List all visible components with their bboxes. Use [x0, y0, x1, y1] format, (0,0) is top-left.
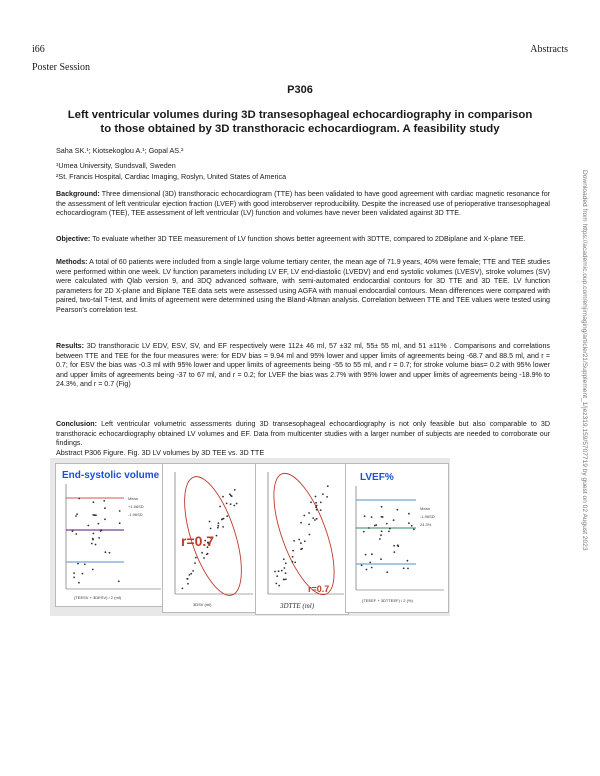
edv-point	[285, 572, 287, 574]
esv-x-label: (TEESV + 3DESV) / 2 (ml)	[74, 595, 122, 600]
sv-point	[218, 522, 220, 524]
lvef-point	[397, 544, 399, 546]
edv-point	[310, 501, 312, 503]
lvef-point	[407, 560, 409, 562]
figure-panel-esv	[55, 463, 167, 607]
affiliation-2: ²St. Francis Hospital, Cardiac Imaging, Roslyn, United States of America	[56, 172, 287, 181]
page-number: i66	[32, 44, 45, 55]
objective-paragraph	[56, 235, 550, 245]
sv-point	[226, 503, 228, 505]
lvef-point	[364, 515, 366, 517]
edv-point	[283, 579, 285, 581]
sv-point	[222, 496, 224, 498]
esv-point	[78, 582, 80, 584]
esv-legend-mean: Mean	[128, 496, 139, 501]
esv-point	[87, 525, 89, 527]
edv-point	[276, 575, 278, 577]
sv-point	[219, 506, 221, 508]
download-watermark-text: Downloaded from https://academic.oup.com/ehjimaging/article/21/Supplement_1/jez319.159/5707719 by guest on 02 August 2023	[581, 170, 588, 551]
edv-point	[315, 506, 317, 508]
lvef-title: LVEF%	[360, 472, 394, 483]
sv-point	[222, 526, 224, 528]
edv-point	[301, 548, 303, 550]
sv-point	[192, 570, 194, 572]
title-line-2: to those obtained by 3D transthoracic echocardiogram. A feasibility study	[100, 123, 500, 135]
edv-point	[312, 517, 314, 519]
methods-text: A total of 60 patients were included from a single large volume tertiary center, the mean age of 71.9 years, 40% were female; TTE and TEE studies were performed within one week. LV function parameters including LV EF, LV end-diastolic (LVEDV) and end systolic volumes (LVESV), stroke volumes (SV) were calculated with Qlab version 9, and 3DQ advanced software, with semi-automated endocardial contours for 3D TTE and 3D TEE. LV function parameters for 2D X-plane and Biplane TEE data sets were assessed using AGFA with manual endocardial contours. Mean differences were compared with paired, two-tail T-test, and limits of agreement were determined using the Bland-Altman analysis. Correlation between TTE and TEE values were tested using Pearson's correlation test.	[56, 258, 550, 314]
esv-point	[93, 501, 95, 503]
sv-point	[210, 528, 212, 530]
methods-label: Methods:	[56, 258, 88, 266]
esv-point	[91, 543, 93, 545]
sv-point	[203, 557, 205, 559]
lvef-point	[413, 529, 415, 531]
lvef-plot	[346, 464, 448, 612]
sv-point	[201, 552, 203, 554]
edv-r-label: r=0.7	[308, 584, 330, 594]
edv-point	[316, 505, 318, 507]
lvef-point	[388, 531, 390, 533]
edv-point	[285, 562, 287, 564]
edv-point	[308, 512, 310, 514]
lvef-point	[393, 551, 395, 553]
edv-point	[275, 583, 277, 585]
sv-point	[190, 573, 192, 575]
esv-point	[119, 510, 121, 512]
edv-point	[292, 561, 294, 563]
sv-point	[222, 518, 224, 520]
sv-point	[216, 535, 218, 537]
esv-point	[72, 530, 74, 532]
title-line-1: Left ventricular volumes during 3D transesophageal echocardiography in comparison	[67, 109, 533, 121]
lvef-point	[381, 506, 383, 508]
lvef-point	[380, 534, 382, 536]
sv-x-label: 3DSV (ml)	[193, 602, 212, 607]
conclusion-label: Conclusion:	[56, 420, 97, 428]
sv-point	[236, 503, 238, 505]
esv-point	[77, 563, 79, 565]
sv-plot	[163, 464, 258, 612]
esv-point	[73, 572, 75, 574]
objective-label: Objective:	[56, 235, 91, 243]
esv-point	[95, 544, 97, 546]
esv-title: End-systolic volume	[62, 470, 160, 481]
edv-point	[278, 585, 280, 587]
lvef-point	[397, 509, 399, 511]
sv-point	[194, 562, 196, 564]
figure-caption: Abstract P306 Figure. Fig. 3D LV volumes by 3D TEE vs. 3D TTE	[56, 448, 265, 457]
esv-point	[73, 577, 75, 579]
esv-point	[103, 500, 105, 502]
sv-point	[187, 578, 189, 580]
sv-point	[209, 521, 211, 523]
esv-point	[119, 522, 121, 524]
lvef-point	[374, 525, 376, 527]
edv-point	[322, 493, 324, 495]
sv-point	[230, 495, 232, 497]
background-text: Three dimensional (3D) transthoracic echocardiogram (TTE) has been validated to have good agreement with cardiac magnetic resonance for the assessment of left ventricular ejection fraction (LVEF) with good interobserver reproducibility. Despite the increased use of perioperative transesophageal echocardiogram (TEE), TEE assessment of left ventricular (LV) function and volumes have never been validated against 3D TTE.	[56, 190, 551, 218]
sv-point	[206, 553, 208, 555]
lvef-point	[407, 568, 409, 570]
lvef-point	[408, 513, 410, 515]
edv-point	[298, 539, 300, 541]
edv-point	[327, 485, 329, 487]
esv-point	[98, 523, 100, 525]
edv-point	[315, 496, 317, 498]
lvef-point	[379, 538, 381, 540]
edv-point	[274, 571, 276, 573]
methods-paragraph	[56, 258, 550, 316]
edv-point	[308, 524, 310, 526]
sv-point	[187, 583, 189, 585]
edv-point	[294, 562, 296, 564]
lvef-point	[365, 554, 367, 556]
edv-points	[274, 485, 329, 586]
edv-point	[283, 558, 285, 560]
esv-point	[82, 573, 84, 575]
edv-point	[281, 570, 283, 572]
figure-panel-lvef	[345, 463, 449, 613]
lvef-points	[361, 506, 415, 573]
edv-point	[326, 496, 328, 498]
esv-point	[105, 551, 107, 553]
edv-confidence-ellipse	[261, 466, 346, 601]
esv-point	[84, 563, 86, 565]
lvef-point	[371, 567, 373, 569]
lvef-point	[366, 569, 368, 571]
esv-point	[92, 538, 94, 540]
esv-point	[104, 507, 106, 509]
esv-point	[75, 515, 77, 517]
lvef-point	[389, 528, 391, 530]
sv-point	[226, 515, 228, 517]
results-label: Results:	[56, 342, 84, 350]
session-label: Poster Session	[32, 62, 91, 73]
esv-point	[104, 518, 106, 520]
lvef-point	[368, 527, 370, 529]
esv-plot	[56, 464, 166, 606]
lvef-point	[411, 525, 413, 527]
edv-point	[285, 578, 287, 580]
edv-point	[316, 509, 318, 511]
lvef-point	[382, 516, 384, 518]
sv-point	[217, 527, 219, 529]
edv-x-label: 3DTTE (ml)	[280, 602, 315, 610]
sv-point	[195, 557, 197, 559]
lvef-legend-upper: 24.3%	[420, 522, 432, 527]
lvef-point	[361, 564, 363, 566]
results-paragraph	[56, 342, 550, 390]
lvef-point	[393, 545, 395, 547]
sv-point	[189, 574, 191, 576]
figure-panel-sv	[162, 463, 259, 613]
edv-point	[314, 519, 316, 521]
esv-point	[78, 498, 80, 500]
edv-point	[309, 534, 311, 536]
affiliation-1: ¹Umea University, Sundsvall, Sweden	[56, 161, 176, 170]
lvef-point	[403, 567, 405, 569]
esv-point	[75, 533, 77, 535]
lvef-point	[369, 562, 371, 564]
lvef-point	[386, 523, 388, 525]
abstract-id: P306	[287, 84, 313, 96]
esv-point	[101, 529, 103, 531]
abstract-title	[60, 108, 540, 136]
background-label: Background:	[56, 190, 100, 198]
lvef-legend-mean: Mean	[420, 506, 431, 511]
sv-point	[182, 588, 184, 590]
lvef-point	[381, 530, 383, 532]
lvef-point	[371, 553, 373, 555]
conclusion-paragraph	[56, 420, 550, 449]
edv-point	[316, 518, 318, 520]
edv-point	[320, 509, 322, 511]
edv-point	[300, 522, 302, 524]
conclusion-text: Left ventricular volumetric assessments during 3D transesophageal echocardiography is not only feasible but also comparable to 3D transthoracic echocardiography obtained LV volumes and EF. Data from multicenter studies with a larger number of subjects are needed to corroborate our findings.	[56, 420, 550, 448]
sv-point	[233, 505, 235, 507]
objective-text: To evaluate whether 3D TEE measurement of LV function shows better agreement with 3DTTE, compared to 2DBiplane and X-plane TEE.	[92, 235, 526, 243]
esv-point	[76, 513, 78, 515]
lvef-legend-lower: -1.96SD	[420, 514, 435, 519]
results-text: 3D transthoracic LV EDV, ESV, SV, and EF respectively were 112± 46 ml, 57 ±32 ml, 55± 55 ml, and 51 ±11% . Comparisons and correlations between TTE and TEE for the four measures were: for EDV bias = 9.94 ml and 95% lower and upper limits of agreements being -68.7 and 88.5 ml, and r = 0.7; for ESV the bias was -0.3 ml with 95% lower and upper limits of agreements being -55 to 55 ml, and r = 0.7; for stroke volume bias= 0.2 with 95% lower and upper limits of agreements being -37 to 67 ml, and r = 0.2; for LVEF the bias was 2.7% with 95% lower and upper limits of agreements being -18.9% to 24.3%, and r = 0.7 (Fig)	[56, 342, 550, 389]
lvef-point	[393, 519, 395, 521]
lvef-point	[371, 516, 373, 518]
esv-point	[98, 537, 100, 539]
edv-point	[303, 515, 305, 517]
edv-point	[315, 502, 317, 504]
lvef-x-label: (TEEEF + 3DTTEEF) / 2 (%)	[362, 598, 413, 603]
figure-panel-edv	[255, 463, 349, 615]
sv-r-label: r=0.7	[181, 533, 215, 549]
esv-point	[93, 533, 95, 535]
edv-point	[292, 550, 294, 552]
lvef-point	[408, 522, 410, 524]
esv-point	[94, 514, 96, 516]
lvef-point	[363, 531, 365, 533]
edv-point	[320, 502, 322, 504]
lvef-point	[380, 558, 382, 560]
edv-point	[293, 540, 295, 542]
esv-points	[72, 498, 121, 584]
authors: Saha SK.¹; Kiotsekoglou A.¹; Gopal AS.²	[56, 146, 184, 155]
edv-point	[284, 567, 286, 569]
edv-point	[300, 542, 302, 544]
esv-legend-lower: -1.96SD	[128, 512, 143, 517]
background-paragraph	[56, 190, 550, 219]
sv-point	[217, 525, 219, 527]
edv-point	[292, 556, 294, 558]
esv-legend-upper: +1.96SD	[128, 504, 144, 509]
journal-section: Abstracts	[530, 44, 568, 55]
edv-point	[278, 570, 280, 572]
sv-point	[230, 503, 232, 505]
lvef-point	[386, 571, 388, 573]
esv-point	[109, 552, 111, 554]
download-watermark	[578, 170, 588, 600]
edv-point	[304, 540, 306, 542]
esv-point	[118, 580, 120, 582]
sv-point	[234, 489, 236, 491]
edv-plot	[256, 464, 348, 614]
esv-point	[92, 569, 94, 571]
